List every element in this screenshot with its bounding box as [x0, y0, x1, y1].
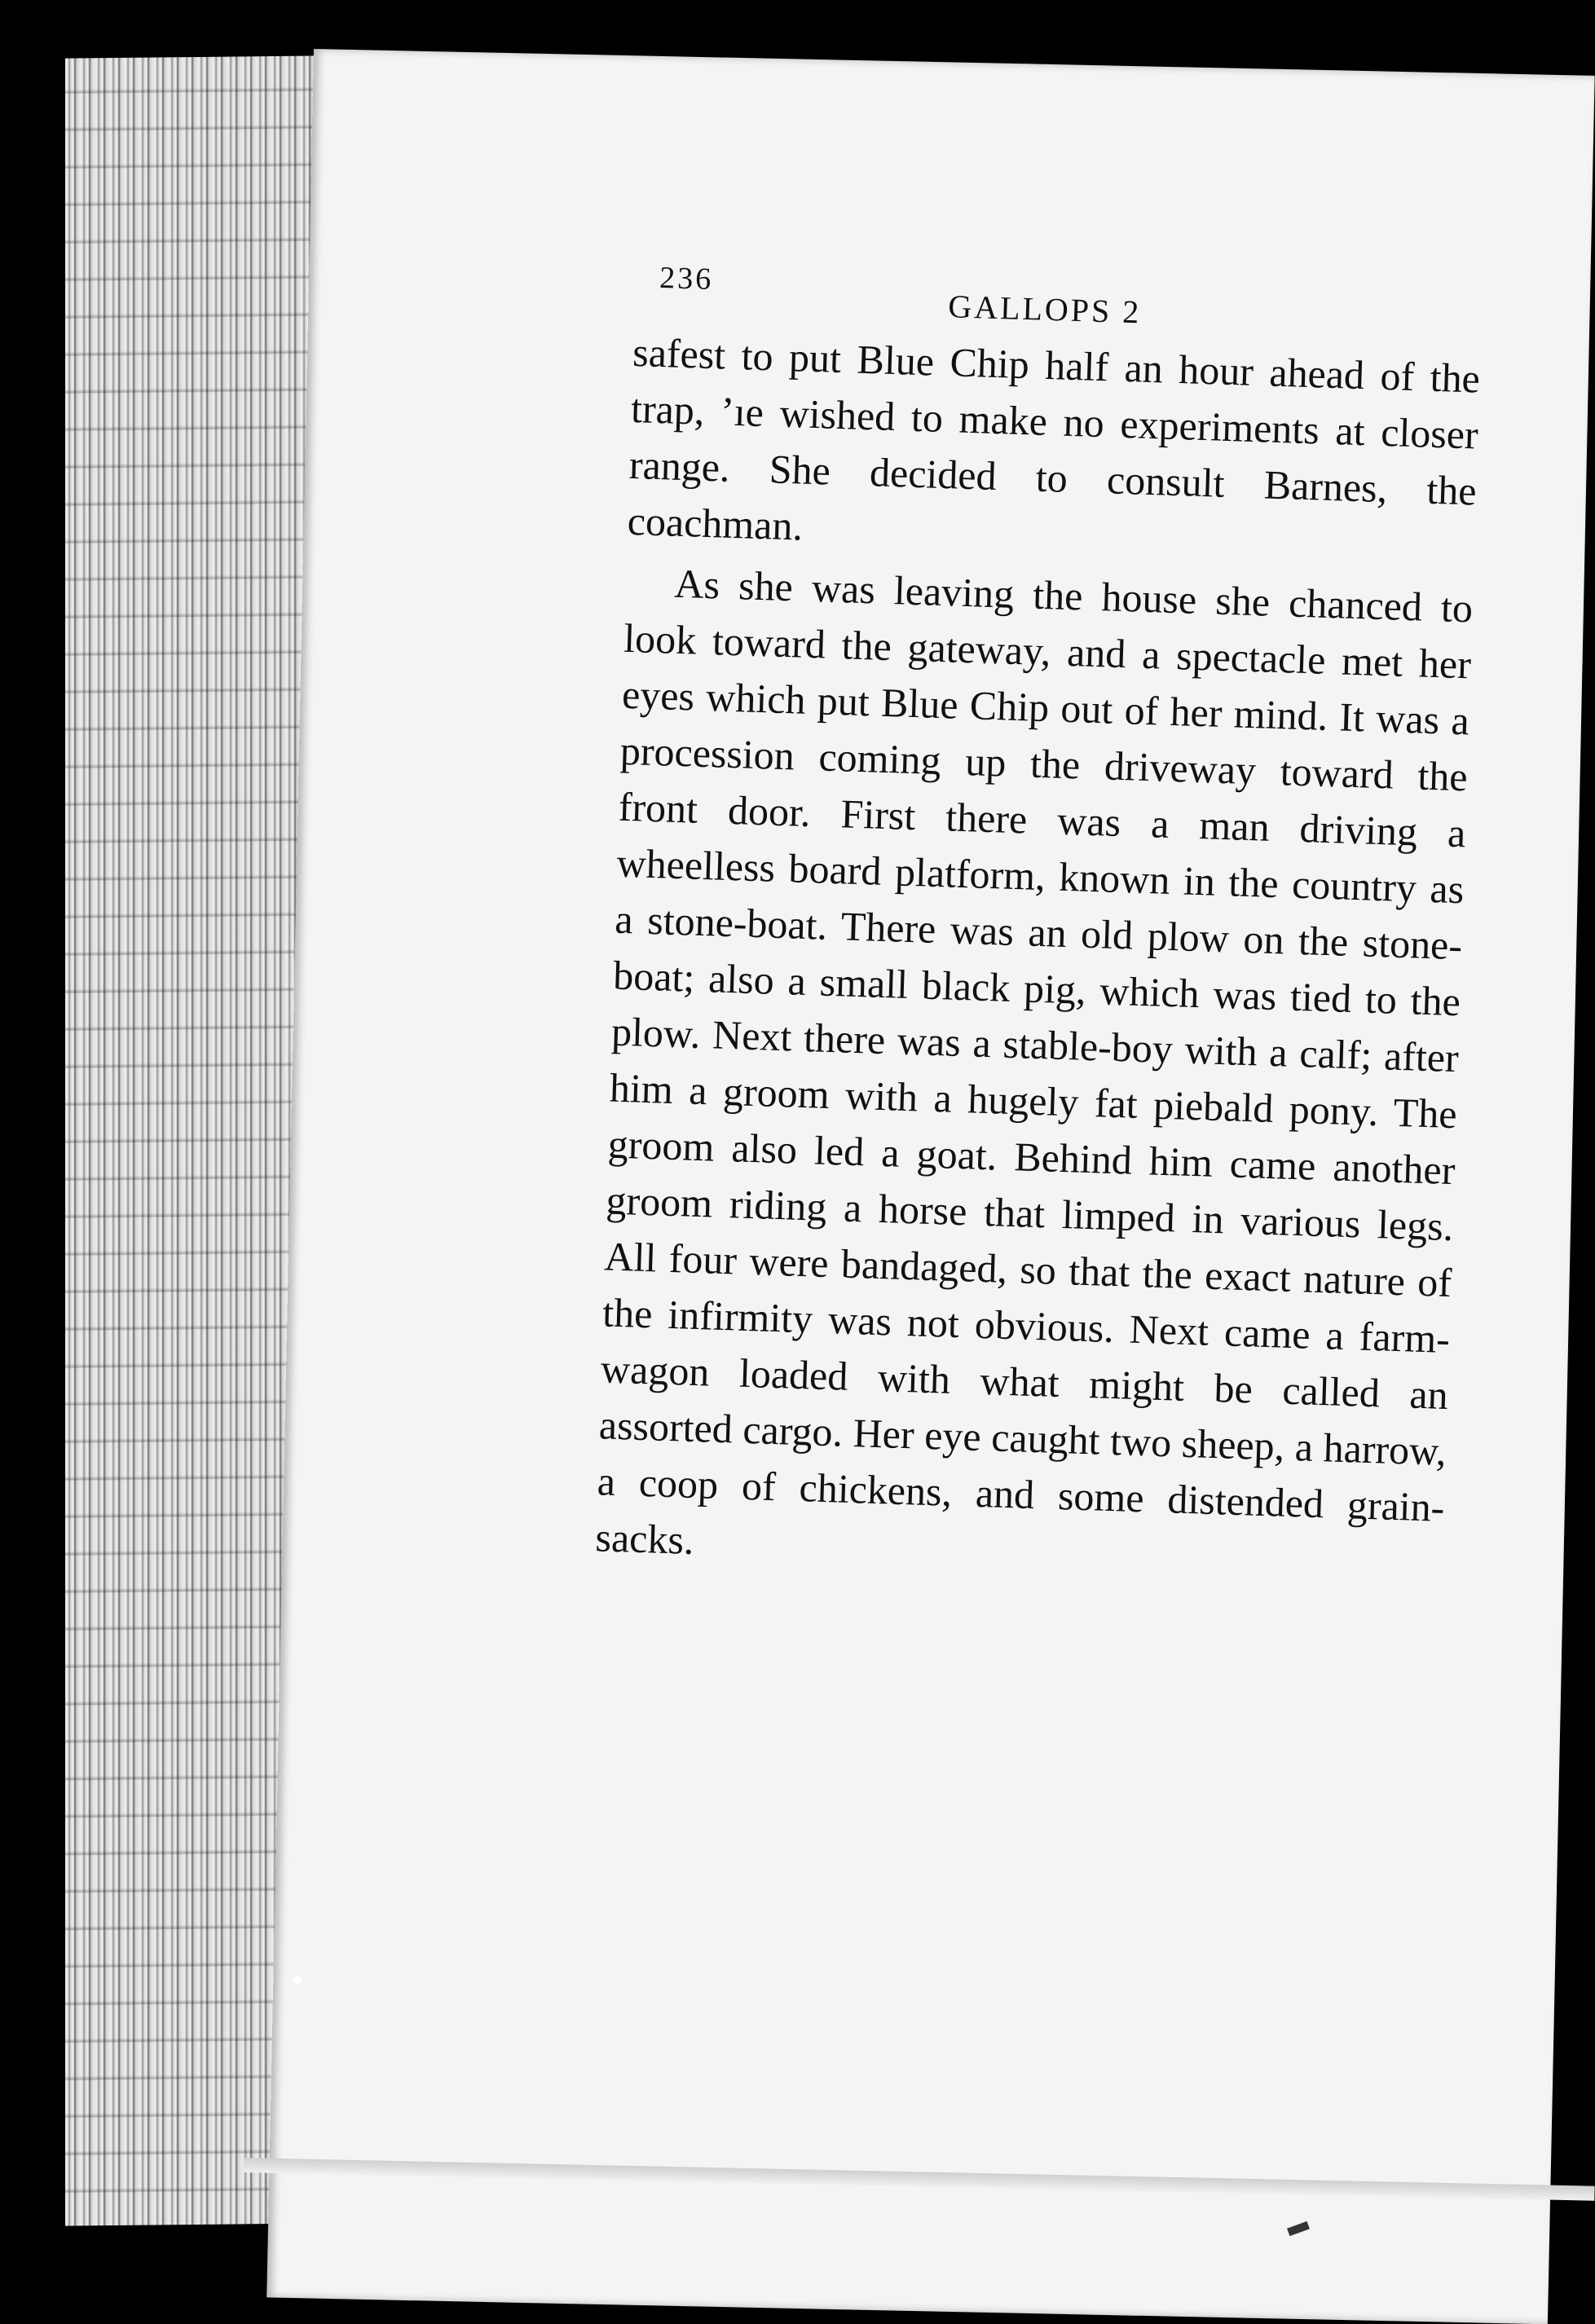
paragraph: As she was leaving the house she chanced to look toward the gateway, and a spectacle met her eyes which put Blue Chip out of her mind. It was a procession coming up the driveway toward the front door. First there was a man driving a wheelless board platform, known in the country as a stone-boat. There was an old plow on the stone-boat; also a small black pig, which was tied to the plow. Next there was a stable-boy with a calf; after him a groom with a hugely fat piebald pony. The groom also led a goat. Behind him came another groom riding a horse that limped in various legs. All four were bandaged, so that the exact nature of the infirmity was not obvious. Next came a farm-wagon loaded with what might be called an assorted cargo. Her eye caught two sheep, a harrow, a coop of chickens, and some distended grain-sacks.	[594, 560, 1474, 1564]
page-number: 236	[659, 260, 714, 297]
page-content	[595, 259, 1483, 1592]
body-text	[595, 324, 1481, 1592]
running-title: GALLOPS 2	[947, 288, 1143, 331]
paragraph: safest to put Blue Chip half an hour ahead of the trap, ʼıe wished to make no experiments at closer range. She decided to consult Barnes, the coachman.	[627, 328, 1481, 549]
stray-dot	[293, 1976, 302, 1984]
